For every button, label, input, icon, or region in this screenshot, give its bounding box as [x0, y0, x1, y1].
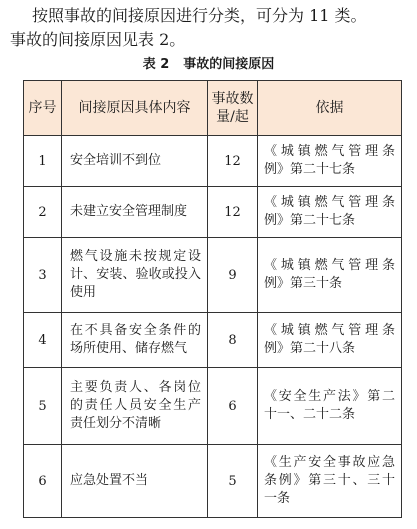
header-index: 序号 — [24, 81, 62, 136]
row-basis — [258, 187, 402, 238]
content-line: 责任划分不清晰 — [70, 416, 162, 431]
row-basis — [258, 445, 402, 518]
table-number: 表 2 — [142, 57, 170, 72]
row-count: 6 — [208, 368, 258, 445]
basis-line: 《生产安全事故应急 — [264, 455, 395, 470]
row-count: 12 — [208, 187, 258, 238]
content-line: 未建立安全管理制度 — [70, 204, 188, 219]
header-content: 间接原因具体内容 — [62, 81, 208, 136]
basis-line: 《城镇燃气管理条 — [264, 195, 395, 210]
table-row — [24, 238, 402, 313]
header-count-line1: 事故数 — [211, 91, 254, 107]
basis-line: 一条 — [264, 491, 291, 506]
row-count: 8 — [208, 313, 258, 368]
content-line: 计、安装、验收或投入 — [70, 267, 201, 282]
basis-line: 例》第二十八条 — [264, 341, 356, 356]
basis-line: 《安全生产法》第二 — [264, 389, 395, 404]
row-index: 3 — [24, 238, 62, 313]
content-line: 场所使用、储存燃气 — [70, 341, 188, 356]
header-count-line2: 量/起 — [216, 109, 249, 125]
header-count — [208, 81, 258, 136]
content-line: 主要负责人、各岗位 — [70, 380, 201, 395]
basis-line: 十一、二十二条 — [264, 407, 356, 422]
row-content — [62, 313, 208, 368]
row-basis — [258, 136, 402, 187]
row-content — [62, 368, 208, 445]
table-row — [24, 445, 402, 518]
row-content — [62, 238, 208, 313]
intro-line-1: 按照事故的间接原因进行分类，可分为 11 类。 — [32, 6, 367, 25]
table-row — [24, 368, 402, 445]
content-line: 燃气设施未按规定设 — [70, 249, 201, 264]
row-content — [62, 187, 208, 238]
content-line: 安全培训不到位 — [70, 153, 162, 168]
content-line: 应急处置不当 — [70, 473, 149, 488]
row-index: 6 — [24, 445, 62, 518]
row-index: 2 — [24, 187, 62, 238]
table-caption — [0, 57, 417, 73]
intro-line-2: 事故的间接原因见表 2。 — [10, 30, 186, 49]
content-line: 的责任人员安全生产 — [70, 398, 201, 413]
table-title: 事故的间接原因 — [183, 57, 275, 72]
row-count: 9 — [208, 238, 258, 313]
content-line: 使用 — [70, 285, 97, 300]
basis-line: 例》第三十条 — [264, 276, 343, 291]
basis-line: 例》第二十七条 — [264, 162, 356, 177]
row-count: 5 — [208, 445, 258, 518]
row-count: 12 — [208, 136, 258, 187]
table-row — [24, 136, 402, 187]
basis-line: 《城镇燃气管理条 — [264, 323, 395, 338]
header-basis: 依据 — [258, 81, 402, 136]
row-content — [62, 445, 208, 518]
table-row — [24, 313, 402, 368]
row-index: 5 — [24, 368, 62, 445]
basis-line: 条例》第三十、三十 — [264, 473, 395, 488]
basis-line: 《城镇燃气管理条 — [264, 144, 395, 159]
basis-line: 例》第二十七条 — [264, 213, 356, 228]
row-index: 1 — [24, 136, 62, 187]
indirect-causes-table — [23, 80, 402, 518]
row-basis — [258, 368, 402, 445]
content-line: 在不具备安全条件的 — [70, 323, 201, 338]
basis-line: 《城镇燃气管理条 — [264, 258, 395, 273]
row-basis — [258, 313, 402, 368]
row-index: 4 — [24, 313, 62, 368]
table-row — [24, 187, 402, 238]
row-basis — [258, 238, 402, 313]
row-content — [62, 136, 208, 187]
table-header-row — [24, 81, 402, 136]
